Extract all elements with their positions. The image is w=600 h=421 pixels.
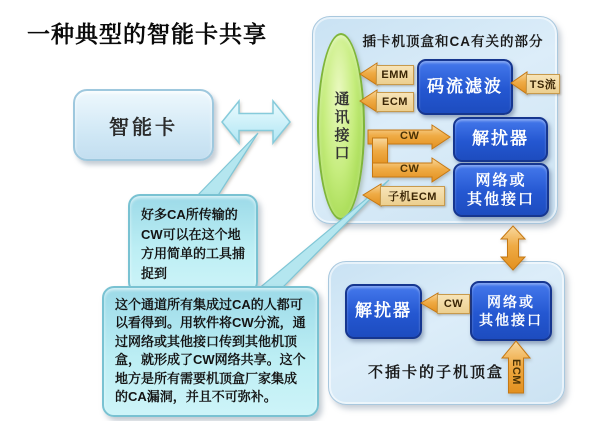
descrambler-label-bottom: 解扰器	[355, 301, 412, 321]
capture-callout	[128, 194, 258, 294]
cw-bottom-panel-arrow-label: CW	[437, 294, 470, 314]
comm-interface-label: 通讯接口	[332, 90, 350, 163]
cw-bottom-arrow-label: CW	[400, 163, 420, 175]
stream-filter-label: 码流滤波	[427, 76, 503, 96]
ecm-arrow-icon	[360, 90, 377, 112]
panel-link-double-arrow-icon	[501, 226, 525, 270]
network-interface-line2-top: 其他接口	[466, 191, 535, 208]
card-stb-panel-title: 插卡机顶盒和CA有关的部分	[362, 34, 544, 49]
child-ecm-arrow-label: 子机ECM	[380, 186, 445, 206]
capture-callout-text: 好多CA所传输的CW可以在这个地方用简单的工具捕捉到	[141, 207, 246, 281]
cw-top-arrow-label: CW	[400, 130, 420, 142]
cw-branch-connector	[373, 138, 388, 166]
ts-stream-arrow-icon	[511, 72, 527, 94]
descrambler-label-top: 解扰器	[472, 129, 529, 149]
ecm-up-arrow-label: ECM	[510, 359, 522, 385]
smart-card-label: 智能卡	[109, 116, 178, 139]
network-interface-line1-top: 网络或	[475, 171, 527, 189]
capture-callout-tail	[196, 133, 258, 197]
network-interface-line2-bottom: 其他接口	[479, 312, 543, 328]
cardless-stb-panel-title: 不插卡的子机顶盒	[368, 364, 505, 381]
page-title: 一种典型的智能卡共享	[27, 21, 267, 47]
ecm-arrow-label: ECM	[376, 92, 414, 112]
sharing-callout	[102, 286, 319, 417]
ts-stream-arrow-label: TS流	[526, 74, 560, 94]
emm-arrow-label: EMM	[376, 65, 414, 85]
emm-arrow-icon	[360, 63, 377, 85]
network-interface-line1-bottom: 网络或	[487, 293, 535, 310]
cw-bottom-panel-arrow-icon	[421, 293, 438, 313]
sharing-callout-text: 这个通道所有集成过CA的人都可以看得到。用软件将CW分流，通过网络或其他接口传到其他机顶盒，就形成了CW网络共享。这个地方是所有需要机顶盒厂家集成的CA漏洞，并且不可弥补。	[115, 297, 306, 405]
